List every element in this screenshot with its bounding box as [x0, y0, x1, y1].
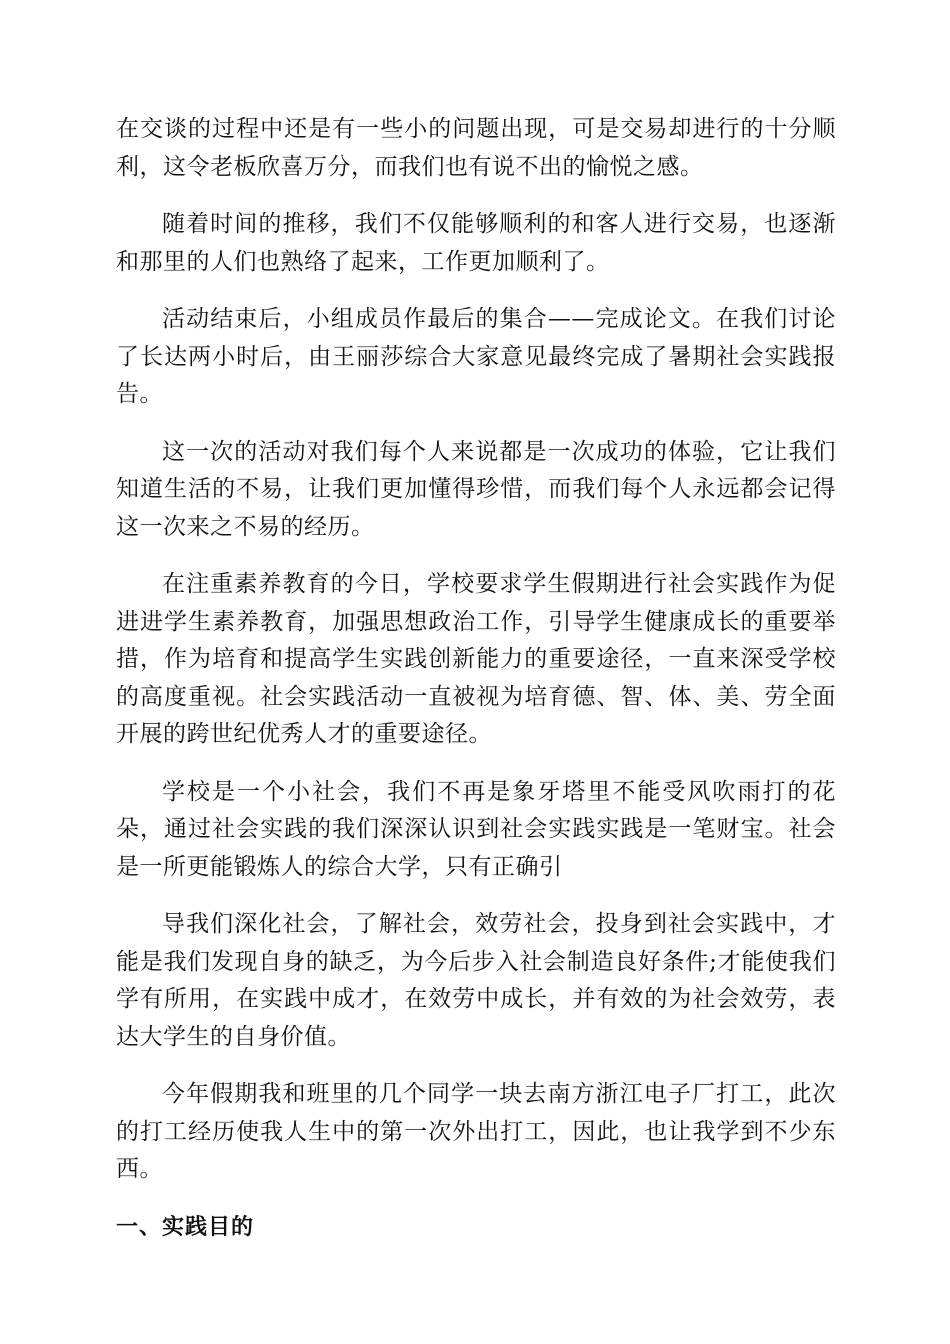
paragraph-summer-job: 今年假期我和班里的几个同学一块去南方浙江电子厂打工，此次的打工经历使我人生中的第一次外出打工，因此，也让我学到不少东西。 [116, 1081, 836, 1182]
paragraph-transaction: 在交谈的过程中还是有一些小的问题出现，可是交易却进行的十分顺利，这令老板欣喜万分，而我们也有说不出的愉悦之感。 [116, 116, 836, 180]
paragraph-quality-education: 在注重素养教育的今日，学校要求学生假期进行社会实践作为促进进学生素养教育，加强思想政治工作，引导学生健康成长的重要举措，作为培育和提高学生实践创新能力的重要途径，一直来深受学校的高度重视。社会实践活动一直被视为培育德、智、体、美、劳全面开展的跨世纪优秀人才的重要途径。 [116, 571, 836, 747]
paragraph-report-completion: 活动结束后，小组成员作最后的集合——完成论文。在我们讨论了长达两小时后，由王丽莎综合大家意见最终完成了暑期社会实践报告。 [116, 306, 836, 407]
paragraph-small-society: 学校是一个小社会，我们不再是象牙塔里不能受风吹雨打的花朵，通过社会实践的我们深深认识到社会实践实践是一笔财宝。社会是一所更能锻炼人的综合大学，只有正确引 [116, 778, 836, 880]
paragraph-guidance: 导我们深化社会，了解社会，效劳社会，投身到社会实践中，才能是我们发现自身的缺乏，为今后步入社会制造良好条件;才能使我们学有所用，在实践中成才，在效劳中成长，并有效的为社会效劳，表达大学生的自身价值。 [116, 911, 836, 1050]
paragraph-familiarity: 随着时间的推移，我们不仅能够顺利的和客人进行交易，也逐渐和那里的人们也熟络了起来，工作更加顺利了。 [116, 211, 836, 275]
section-heading: 一、实践目的 [116, 1214, 255, 1240]
document-page [116, 111, 836, 1246]
paragraph-experience: 这一次的活动对我们每个人来说都是一次成功的体验，它让我们知道生活的不易，让我们更加懂得珍惜，而我们每个人永远都会记得这一次来之不易的经历。 [116, 438, 836, 540]
